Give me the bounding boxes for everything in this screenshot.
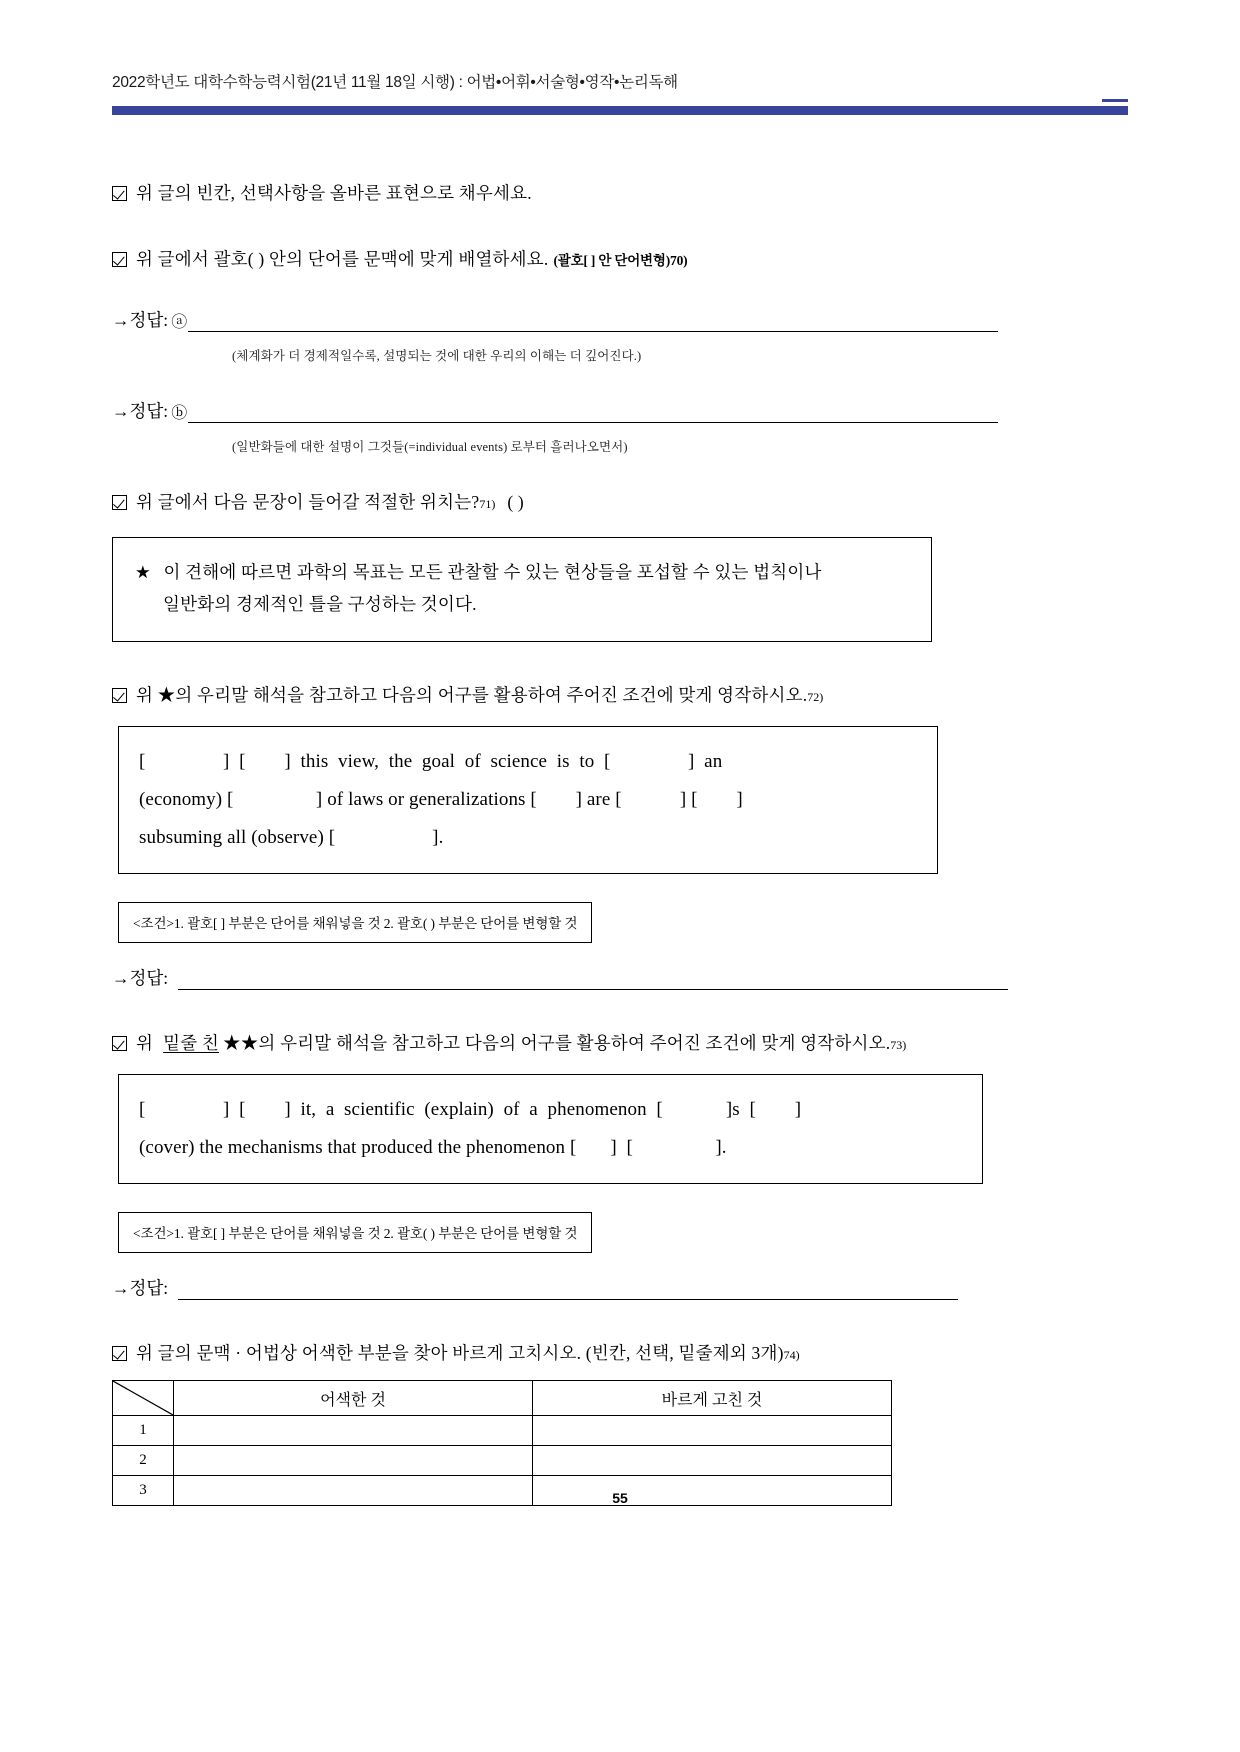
question-74-number: 74) [783, 1348, 800, 1362]
table-row [113, 1446, 892, 1476]
question-73-number: 73) [890, 1037, 907, 1052]
english-composition-box-1 [118, 726, 938, 874]
answer-marker-b: ⓑ [171, 404, 188, 422]
question-fill-blanks [112, 180, 1128, 206]
question-74 [112, 1340, 1128, 1366]
answer-row-a [112, 307, 1128, 332]
english-box-1-line-2: (economy) [ ] of laws or generalizations [ ] are [ ] [ ] [139, 788, 743, 810]
star-sentence-box [112, 537, 932, 642]
table-header-row [113, 1381, 892, 1416]
checkbox-icon[interactable] [112, 186, 127, 201]
answer-label: →정답: [112, 967, 169, 988]
question-70 [112, 246, 1128, 272]
condition-box-1 [118, 902, 592, 943]
table-row [113, 1416, 892, 1446]
answer-hint-a: (체계화가 더 경제적일수록, 설명되는 것에 대한 우리의 이해는 더 깊어진다.) [232, 348, 642, 363]
answer-row-72 [112, 965, 1128, 990]
answer-input-line-73[interactable] [178, 1285, 958, 1300]
question-73-label-underlined: 밑줄 친 [163, 1032, 219, 1053]
question-71-number: 71) [479, 496, 496, 511]
question-74-label: 위 글의 문맥 · 어법상 어색한 부분을 찾아 바르게 고치시오. (빈칸, 선택, 밑줄제외 3개) [136, 1343, 784, 1363]
table-header-correct: 바르게 고친 것 [533, 1381, 892, 1416]
answer-label: →정답: [112, 400, 169, 421]
english-box-1-line-1: [ ] [ ] this view, the goal of science is to [ ] an [139, 750, 723, 772]
question-73-label-pre: 위 [136, 1032, 154, 1053]
checkbox-icon[interactable] [112, 1346, 127, 1361]
question-72 [112, 682, 1128, 708]
checkbox-icon[interactable] [112, 252, 127, 267]
question-72-label: 위 ★의 우리말 해석을 참고하고 다음의 어구를 활용하여 주어진 조건에 맞게 영작하시오. [136, 684, 808, 705]
answer-row-b [112, 398, 1128, 423]
answer-input-line-a[interactable] [188, 317, 998, 332]
row-number: 1 [113, 1416, 174, 1446]
checkbox-icon[interactable] [112, 1036, 127, 1051]
question-73 [112, 1030, 1128, 1056]
question-fill-blanks-label: 위 글의 빈칸, 선택사항을 올바른 표현으로 채우세요. [136, 183, 532, 203]
question-70-number: 70) [670, 253, 688, 269]
condition-box-2-text: <조건>1. 괄호[ ] 부분은 단어를 채워넣을 것 2. 괄호( ) 부분은 단어를 변형할 것 [133, 1226, 578, 1241]
question-71-label: 위 글에서 다음 문장이 들어갈 적절한 위치는? [136, 491, 480, 512]
english-composition-box-2 [118, 1074, 983, 1184]
english-box-1-line-3: subsuming all (observe) [ ]. [139, 826, 444, 848]
diagonal-line-icon [113, 1381, 173, 1415]
page-number: 55 [612, 1490, 628, 1506]
answer-input-line-72[interactable] [178, 975, 1008, 990]
answer-label: →정답: [112, 309, 169, 330]
table-header-wrong: 어색한 것 [174, 1381, 533, 1416]
main-content [112, 180, 1128, 1506]
cell-correct[interactable] [533, 1446, 892, 1476]
star-sentence-line-1: 이 견해에 따르면 과학의 목표는 모든 관찰할 수 있는 현상들을 포섭할 수 있는 법칙이나 [163, 561, 822, 582]
answer-hint-b: (일반화들에 대한 설명이 그것들(=individual events) 로부터 흘러나오면서) [232, 439, 628, 454]
cell-correct[interactable] [533, 1416, 892, 1446]
answer-input-line-b[interactable] [188, 408, 998, 423]
question-70-note: (괄호[ ] 안 단어변형) [553, 253, 671, 269]
header-title: 2022학년도 대학수학능력시험(21년 11월 18일 시행) : 어법•어휘•서술형•영작•논리독해 [112, 74, 678, 91]
english-box-2-line-1: [ ] [ ] it, a scientific (explain) of a phenomenon [ ]s [ ] [139, 1099, 802, 1120]
condition-box-2 [118, 1212, 592, 1253]
header-divider [112, 106, 1128, 115]
row-number: 3 [113, 1476, 174, 1506]
question-70-label: 위 글에서 괄호( ) 안의 단어를 문맥에 맞게 배열하세요. [136, 249, 549, 270]
question-73-label-main: ★★의 우리말 해석을 참고하고 다음의 어구를 활용하여 주어진 조건에 맞게 영작하시오. [223, 1032, 891, 1053]
english-box-2-line-2: (cover) the mechanisms that produced the phenomenon [ ] [ ]. [139, 1137, 727, 1158]
condition-box-1-text: <조건>1. 괄호[ ] 부분은 단어를 채워넣을 것 2. 괄호( ) 부분은 단어를 변형할 것 [133, 915, 578, 931]
page-header [112, 70, 1128, 115]
answer-row-73 [112, 1275, 1128, 1300]
cell-wrong[interactable] [174, 1416, 533, 1446]
checkbox-icon[interactable] [112, 495, 127, 510]
answer-label: →정답: [112, 1278, 169, 1298]
table-corner-cell [113, 1381, 174, 1416]
answer-marker-a: ⓐ [171, 313, 188, 331]
question-71-answer-paren[interactable]: ( ) [507, 491, 524, 512]
correction-table [112, 1380, 892, 1506]
row-number: 2 [113, 1446, 174, 1476]
cell-wrong[interactable] [174, 1446, 533, 1476]
question-71 [112, 489, 1128, 515]
star-icon: ★ [135, 561, 151, 582]
checkbox-icon[interactable] [112, 688, 127, 703]
question-72-number: 72) [807, 689, 824, 704]
star-sentence-line-2: 일반화의 경제적인 틀을 구성하는 것이다. [163, 594, 477, 615]
